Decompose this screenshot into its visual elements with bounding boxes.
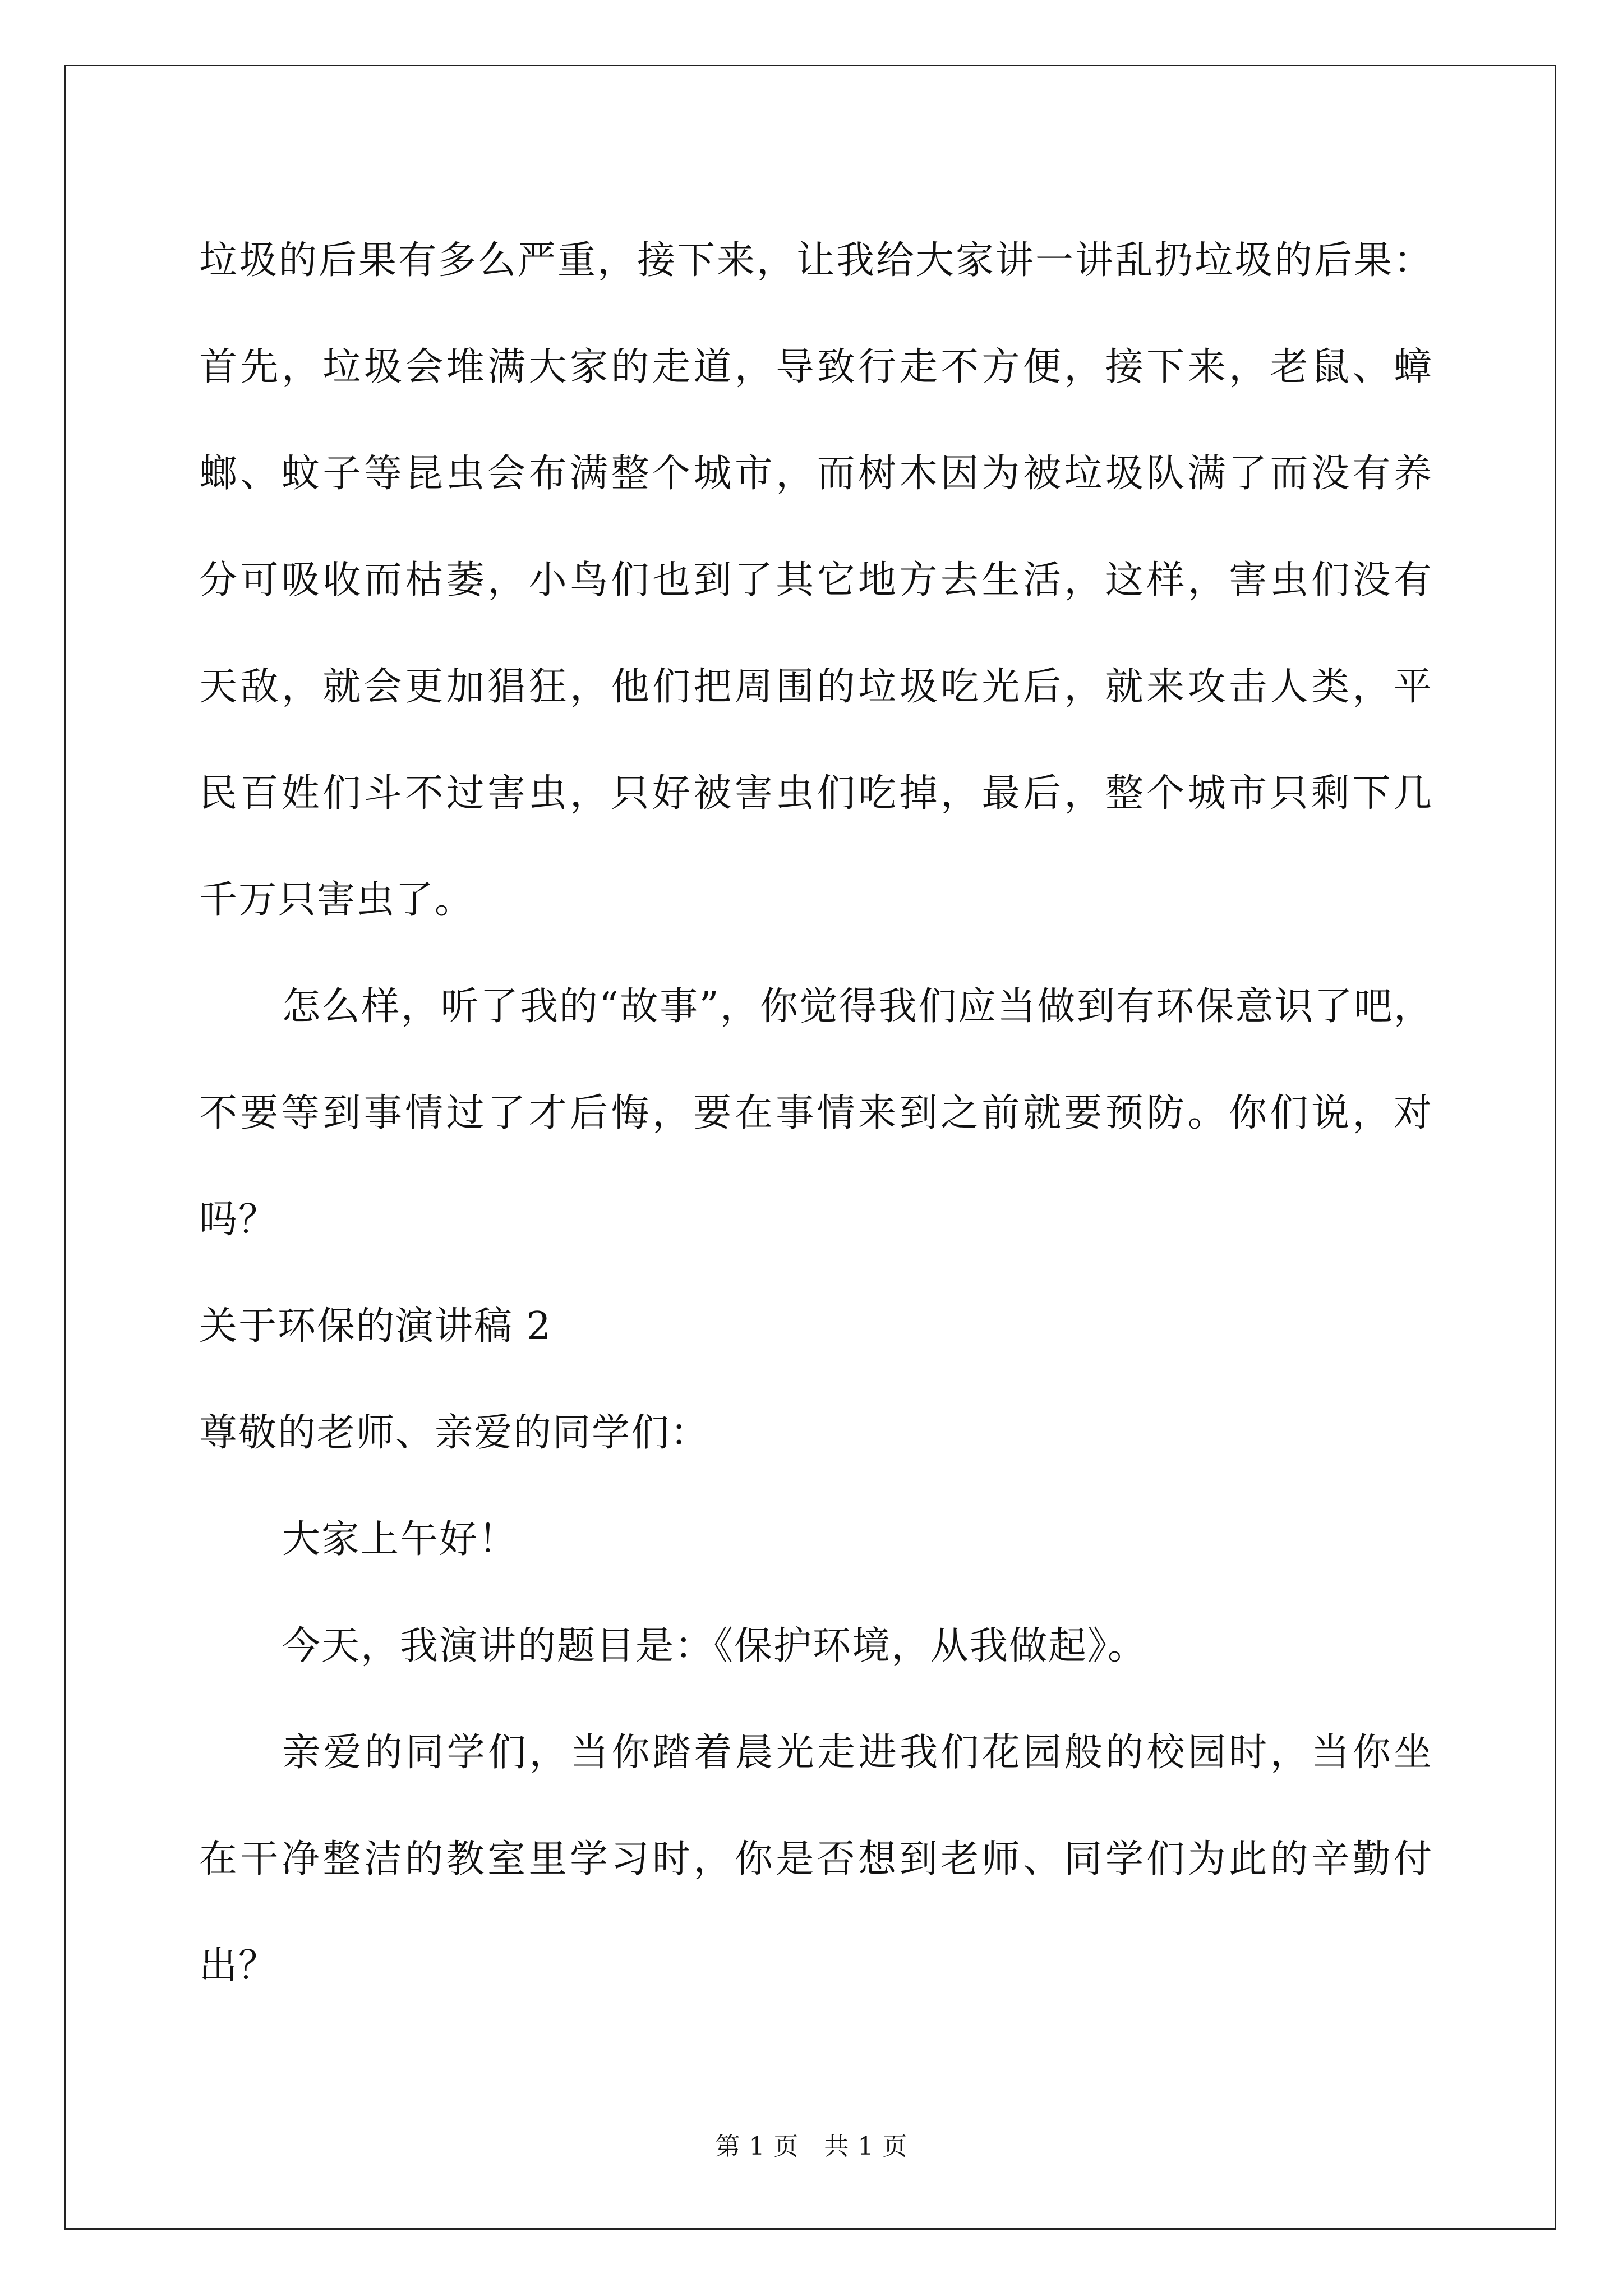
text-line: 分可吸收而枯萎，小鸟们也到了其它地方去生活，这样，害虫们没有 [199, 558, 1433, 602]
page-footer: 第 1 页 共 1 页 [715, 2132, 908, 2161]
text-line: 亲爱的同学们，当你踏着晨光走进我们花园般的校园时，当你坐 [282, 1731, 1433, 1775]
text-line: 在干净整洁的教室里学习时，你是否想到老师、同学们为此的辛勤付 [199, 1837, 1433, 1881]
text-line: 不要等到事情过了才后悔，要在事情来到之前就要预防。你们说，对 [199, 1091, 1433, 1135]
text-line: 吗？ [199, 1198, 278, 1242]
text-line: 垃圾的后果有多么严重，接下来，让我给大家讲一讲乱扔垃圾的后果： [199, 238, 1433, 283]
section-title: 关于环保的演讲稿 2 [199, 1304, 552, 1349]
text-line: 天敌，就会更加猖狂，他们把周围的垃圾吃光后，就来攻击人类，平 [199, 665, 1433, 709]
greeting: 大家上午好！ [282, 1517, 518, 1562]
text-line: 民百姓们斗不过害虫，只好被害虫们吃掉，最后，整个城市只剩下几 [199, 771, 1433, 816]
text-line: 千万只害虫了。 [199, 878, 474, 922]
text-line: 怎么样，听了我的“故事”，你觉得我们应当做到有环保意识了吧， [282, 984, 1433, 1029]
text-line: 今天，我演讲的题目是：《保护环境，从我做起》。 [282, 1624, 1147, 1668]
salutation: 尊敬的老师、亲爱的同学们： [199, 1411, 710, 1455]
text-line: 螂、蚊子等昆虫会布满整个城市，而树木因为被垃圾队满了而没有养 [199, 452, 1433, 496]
text-line: 首先，垃圾会堆满大家的走道，导致行走不方便，接下来，老鼠、蟑 [199, 345, 1433, 389]
text-line: 出？ [199, 1944, 278, 1988]
document-body [199, 208, 1433, 2019]
